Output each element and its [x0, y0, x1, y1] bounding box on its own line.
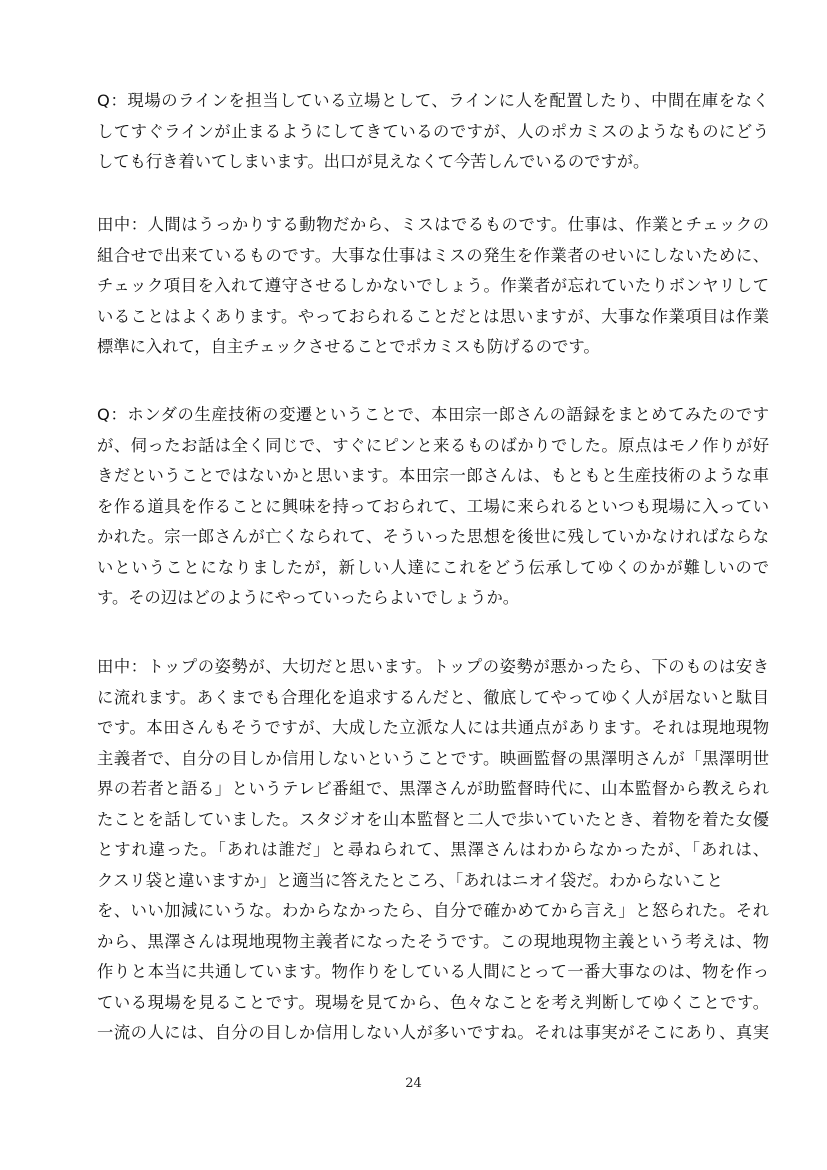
text-line: チェック項目を入れて遵守させるしかないでしょう。作業者が忘れていたりボンヤリして	[97, 276, 769, 295]
page-number: 24	[405, 1076, 422, 1091]
paragraph-question-2	[97, 400, 769, 614]
paragraph-answer-1	[97, 210, 769, 363]
text-line: Q：現場のラインを担当している立場として、ラインに人を配置したり、中間在庫をなく	[97, 91, 769, 110]
text-line: かれた。宗一郎さんが亡くなられて、そういった思想を後世に残していかなければならな	[97, 527, 769, 546]
paragraph-answer-2	[97, 652, 769, 1049]
text-line: Q：ホンダの生産技術の変遷ということで、本田宗一郎さんの語録をまとめてみたのです	[97, 405, 769, 424]
paragraph-question-1	[97, 86, 769, 178]
text-line: を、いい加減にいうな。わからなかったら、自分で確かめてから言え」と怒られた。それ	[97, 901, 769, 920]
text-line: す。その辺はどのようにやっていったらよいでしょうか。	[97, 588, 520, 607]
text-line: クスリ袋と違いますか」と適当に答えたところ、「あれはニオイ袋だ。わからないこと	[97, 870, 723, 890]
text-line: に流れます。あくまでも合理化を追求するんだと、徹底してやってゆく人が居ないと駄目	[97, 687, 769, 707]
text-line: 主義者で、自分の目しか信用しないということです。映画監督の黒澤明さんが「黒澤明世	[97, 748, 769, 768]
text-line: しても行き着いてしまいます。出口が見えなくて今苦しんでいるのですが。	[97, 152, 650, 171]
text-line: 田中：人間はうっかりする動物だから、ミスはでるものです。仕事は、作業とチェックの	[97, 215, 769, 234]
text-line: とすれ違った。「あれは誰だ」と尋ねられて、黒澤さんはわからなかったが、「あれは、	[97, 840, 769, 859]
text-line: 一流の人には、自分の目しか信用しない人が多いですね。それは事実がそこにあり、真実	[97, 1023, 769, 1042]
text-line: きだということではないかと思います。本田宗一郎さんは、もともと生産技術のような車	[97, 466, 769, 485]
text-line: たことを話していました。スタジオを山本監督と二人で歩いていたとき、着物を着た女優	[97, 809, 769, 829]
text-line: 組合せで出来ているものです。大事な仕事はミスの発生を作業者のせいにしないために、	[97, 245, 769, 265]
text-line: から、黒澤さんは現地現物主義者になったそうです。この現地現物主義という考えは、物	[97, 931, 769, 951]
text-line: いということになりましたが，新しい人達にこれをどう伝承してゆくのかが難しいので	[97, 557, 769, 577]
text-line: いることはよくあります。やっておられることだとは思いますが、大事な作業項目は作業	[97, 306, 769, 326]
text-line: 界の若者と語る」というテレビ番組で、黒澤さんが助監督時代に、山本監督から教えられ	[97, 779, 769, 798]
text-line: 田中：トップの姿勢が、大切だと思います。トップの姿勢が悪かったら、下のものは安き	[97, 657, 769, 676]
text-line: が、伺ったお話は全く同じで、すぐにピンと来るものばかりでした。原点はモノ作りが好	[97, 435, 769, 455]
text-line: ている現場を見ることです。現場を見てから、色々なことを考え判断してゆくことです。	[97, 992, 769, 1012]
text-line: してすぐラインが止まるようにしてきているのですが、人のポカミスのようなものにどう	[97, 121, 769, 141]
text-line: 標準に入れて，自主チェックさせることでポカミスも防げるのです。	[97, 337, 600, 356]
text-line: です。本田さんもそうですが、大成した立派な人には共通点があります。それは現地現物	[97, 718, 769, 737]
text-line: 作りと本当に共通しています。物作りをしている人間にとって一番大事なのは、物を作っ	[97, 962, 769, 981]
text-line: を作る道具を作ることに興味を持っておられて、工場に来られるといつも現場に入ってい	[97, 496, 769, 516]
